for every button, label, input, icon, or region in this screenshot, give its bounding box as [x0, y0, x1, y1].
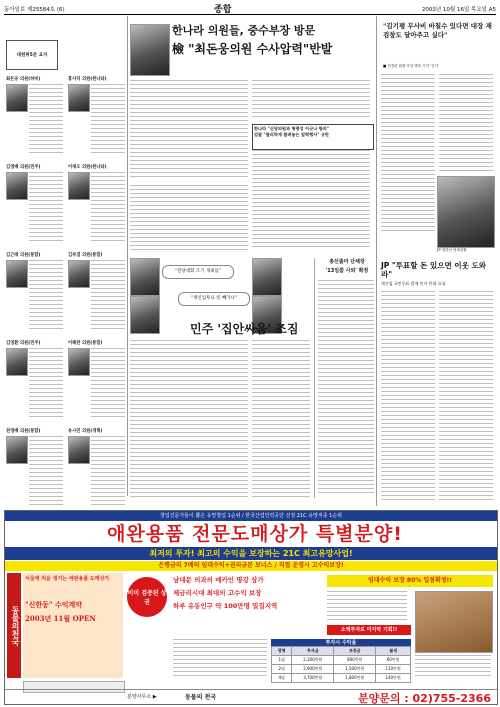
- profile-name: 김부겸 의원(통합): [68, 253, 103, 258]
- profile-item: [66, 340, 126, 424]
- section-title: 종합: [214, 5, 232, 15]
- profile-name: 김영배 의원(민주): [6, 165, 41, 170]
- side-head-2: '13일쯤 사퇴' 확정: [325, 268, 369, 274]
- profit-table: [271, 646, 411, 683]
- sub-quote-box: [252, 124, 374, 150]
- profile-text: [91, 348, 125, 418]
- ad-left-panel-date: 2003년 11월 OPEN: [25, 614, 96, 623]
- advertisement[interactable]: [4, 510, 498, 705]
- profile-name: 이재오 의원(한나라): [68, 165, 107, 170]
- sub-quote-2: 검찰 "불리하게 불려놓는 압력행사" 규탄: [254, 132, 329, 137]
- side-article: [314, 258, 376, 498]
- ad-profit-box: 임대수익 보장 80% 입점확정!!: [327, 575, 493, 587]
- ad-info-text: [173, 639, 267, 679]
- ad-brand-vertical: 동물의천국: [7, 573, 21, 678]
- article-photo-top: [130, 24, 170, 76]
- ad-badge: 이미 검증된 상권: [127, 577, 167, 617]
- profile-photo: [68, 436, 90, 464]
- ad-table: [271, 639, 411, 683]
- table-cell: 1,800만원: [334, 674, 376, 683]
- article-text-6: [252, 340, 310, 500]
- quote-a: "전당대회 조기 개최를": [162, 265, 234, 279]
- profile-name: 천정배 의원(통합): [6, 429, 41, 434]
- table-header: 평형: [272, 647, 292, 656]
- table-cell: 2,900만원: [292, 665, 334, 674]
- table-cell: 4평: [272, 674, 292, 683]
- table-header: 투자금: [292, 647, 334, 656]
- table-cell: 2평: [272, 665, 292, 674]
- sidebar-title-box: 대원위5본 요지: [6, 40, 58, 70]
- header-left: 동아일보 제25584호 (6): [4, 7, 65, 13]
- ad-dog-photo: [415, 591, 493, 653]
- profile-text: [29, 436, 63, 506]
- right-headline: JP "투표할 돈 있으면 이웃 도와라": [381, 261, 486, 279]
- article-text-1: [130, 80, 248, 180]
- profile-text: [29, 260, 63, 330]
- right-text-1: [381, 74, 435, 234]
- table-cell: 110만원: [376, 665, 411, 674]
- sub-quote-1: 한나라 "신당의원과 형평성 어긋나 항의": [254, 126, 329, 131]
- profile-text: [29, 172, 63, 242]
- right-quote-source: ■ 전경련 회장 후임 발표 기자 ‘김각’: [383, 64, 440, 68]
- article-photo-mid-b: [130, 296, 160, 334]
- article-text-5: [130, 340, 248, 500]
- article-photo-mid-c: [252, 258, 282, 296]
- table-header: 월세: [376, 647, 411, 656]
- profile-text: [91, 436, 125, 506]
- ad-bullet: 남대문 의과의 메카인 명강 상가: [173, 576, 264, 584]
- profile-sidebar: [4, 16, 128, 496]
- article-text-3: [252, 150, 370, 250]
- profile-name: 김근태 의원(통합): [6, 253, 41, 258]
- photo-caption: JP 원하신 당대심할: [437, 248, 467, 252]
- table-row: [272, 665, 411, 674]
- profile-name: 김영환 의원(민주): [6, 341, 41, 346]
- profile-item: [4, 164, 64, 248]
- profile-item: [66, 164, 126, 248]
- right-text-4: [439, 291, 493, 501]
- right-text-3: [381, 291, 435, 501]
- ad-left-panel: [23, 573, 123, 678]
- table-header: 보증금: [334, 647, 376, 656]
- profile-text: [91, 260, 125, 330]
- table-row: [272, 656, 411, 665]
- profile-photo: [6, 348, 28, 376]
- quote-b: "재신임투표 빈 빼가나": [178, 292, 250, 306]
- table-cell: 140만원: [376, 674, 411, 683]
- jp-photo: [437, 176, 495, 248]
- profile-item: [66, 252, 126, 336]
- profile-item: [4, 252, 64, 336]
- profile-item: [4, 76, 64, 160]
- profile-photo: [6, 172, 28, 200]
- right-column: [376, 16, 497, 506]
- profile-photo: [6, 436, 28, 464]
- article-photo-mid-a: [130, 258, 160, 296]
- ad-footer: [5, 689, 497, 704]
- right-text-2: [439, 74, 493, 174]
- table-cell: 1평: [272, 656, 292, 665]
- profile-name: 홍사덕 의원(한나라): [68, 77, 107, 82]
- article-text-2: [252, 80, 370, 120]
- table-cell: 60만원: [376, 656, 411, 665]
- ad-footer-left: 분양사무소 ▶: [127, 694, 157, 700]
- table-cell: 3,700만원: [292, 674, 334, 683]
- profile-photo: [6, 84, 28, 112]
- ad-sub-tagline: 은행금리 7배의 임대수익+권리금본 보너스 / 직접 운영시 고수익보장!: [5, 561, 497, 571]
- profile-item: [4, 340, 64, 424]
- ad-bullets: [173, 575, 323, 614]
- profile-name: 최돈웅 의원(하비): [6, 77, 41, 82]
- ad-table-title: 투자시 수익율: [271, 639, 411, 646]
- headline-2: 檢 "최돈웅의원 수사압력"반발: [172, 42, 333, 56]
- profile-photo: [68, 260, 90, 288]
- ad-tagline: 최저의 투자! 최고의 수익을 보장하는 21C 최고유망사업!: [5, 547, 497, 560]
- profile-item: [66, 76, 126, 160]
- profile-text: [91, 84, 125, 154]
- profile-photo: [68, 348, 90, 376]
- right-subhead: 재신임 국민투표 발제·민자 반대 요청: [381, 281, 446, 286]
- ad-bullet: 하루 유동인구 약 100만명 밀집지역: [173, 602, 278, 610]
- side-head-1: 총선출마 단체장: [329, 259, 365, 265]
- side-text: [318, 280, 374, 495]
- profile-item: [66, 428, 126, 512]
- ad-left-panel-mid: "신한동" 수익계약: [25, 600, 83, 609]
- table-cell: 1,500만원: [334, 665, 376, 674]
- headline-1: 한나라 의원들, 중수부장 방문: [172, 24, 316, 37]
- ad-footer-mid: 동물의 천국: [185, 694, 217, 701]
- profile-name: 이해찬 의원(통합): [68, 341, 103, 346]
- profile-text: [29, 84, 63, 154]
- ad-top-line: 창업진문가들이 뽑은 유망창업 1순위 / 한국산업인력공단 선정 21C 유망직종 1순위: [5, 511, 497, 521]
- ad-left-panel-top: 서울에 처음 생기는 애완용품 도매상가: [25, 576, 110, 582]
- ad-footer-phone[interactable]: 분양문의 : 02)755-2366: [357, 692, 491, 705]
- ad-profit-text: [327, 591, 407, 621]
- ad-title: 애완용품 전문도매상가 특별분양!: [107, 523, 403, 545]
- article-text-4: [130, 185, 248, 250]
- profile-photo: [68, 84, 90, 112]
- table-cell: 2,300만원: [292, 656, 334, 665]
- header-right: 2003년 10월 16일 목요일 A5: [421, 7, 496, 13]
- ad-small-call: 소액투자로 마지막 기회!!: [327, 625, 411, 635]
- profile-name: 유시민 의원(개혁): [68, 429, 103, 434]
- table-cell: 800만원: [334, 656, 376, 665]
- profile-text: [29, 348, 63, 418]
- profile-text: [91, 172, 125, 242]
- ad-right-info: [415, 655, 491, 679]
- ad-bullet: 제금리시대 최대의 고수익 보장: [173, 589, 262, 597]
- profile-photo: [68, 172, 90, 200]
- page-header: [4, 2, 496, 15]
- table-row: [272, 674, 411, 683]
- profile-photo: [6, 260, 28, 288]
- headline-3: 민주 '집안싸움' 조짐: [190, 322, 299, 336]
- profile-item: [4, 428, 64, 512]
- right-quote: "김기평 무사비 바칠수 있다면 대장 재검창도 달아주고 싶다": [383, 22, 492, 39]
